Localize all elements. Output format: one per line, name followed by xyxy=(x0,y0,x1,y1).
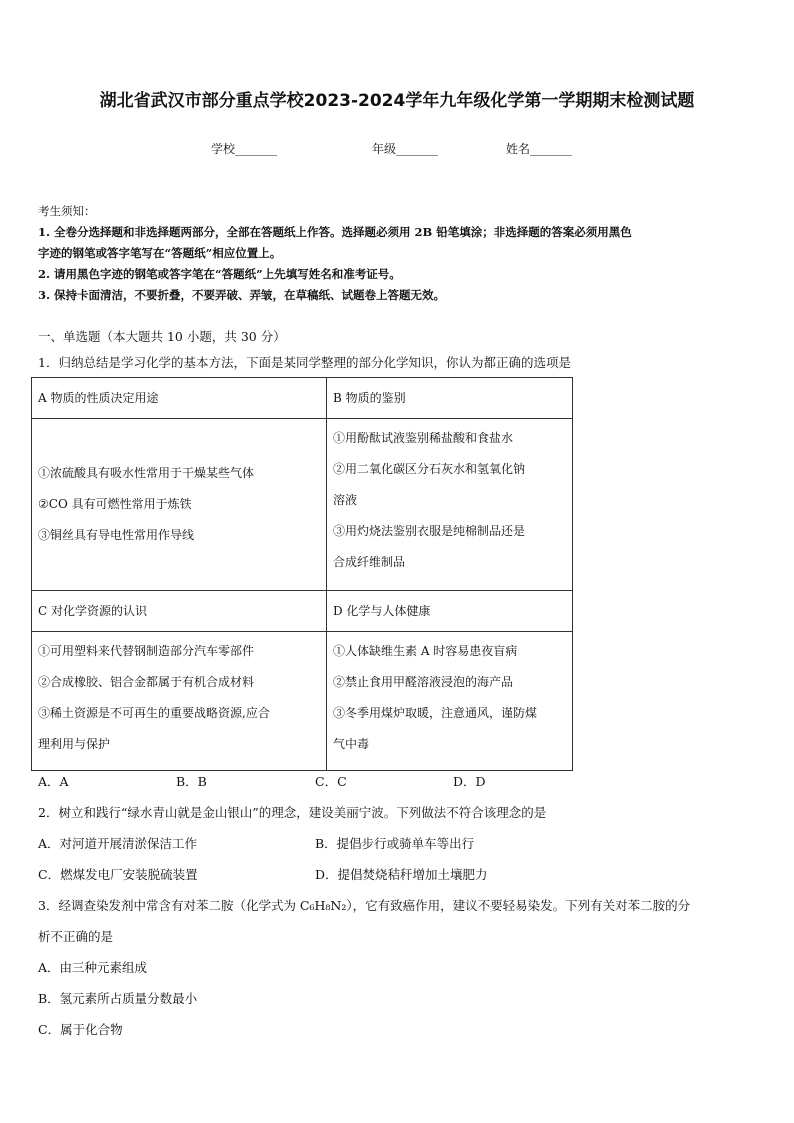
table-cell-b-line: 合成纤维制品 xyxy=(333,555,406,569)
table-cell-c-line: ①可用塑料来代替钢制造部分汽车零部件 xyxy=(38,644,255,658)
q1-option-a: A．A xyxy=(38,774,69,789)
q1-stem: 1．归纳总结是学习化学的基本方法，下面是某同学整理的部分化学知识，你认为都正确的选项是 xyxy=(38,355,571,370)
table-cell-b-line: ②用二氧化碳区分石灰水和氢氧化钠 xyxy=(333,462,526,476)
table-cell-a-line: ①浓硫酸具有吸水性常用于干燥某些气体 xyxy=(38,466,255,480)
q2-option-c: C．燃煤发电厂安装脱硫装置 xyxy=(38,867,198,882)
table-cell-b xyxy=(327,419,573,591)
q1-option-d: D．D xyxy=(453,774,486,789)
table-cell-a xyxy=(32,419,327,591)
q3-stem-line-1: 3．经调查染发剂中常含有对苯二胺（化学式为 C₆H₈N₂），它有致癌作用，建议不要轻易染发。下列有关对苯二胺的分 xyxy=(38,898,691,913)
table-head-a: A 物质的性质决定用途 xyxy=(32,378,327,419)
table-cell-d-line: 气中毒 xyxy=(333,737,370,751)
table-head-c: C 对化学资源的认识 xyxy=(32,591,327,632)
notice-item-1-line-1: 1. 全卷分选择题和非选择题两部分，全部在答题纸上作答。选择题必须用 2B 铅笔填涂；非选择题的答案必须用黑色 xyxy=(38,225,632,239)
table-cell-b-line: ③用灼烧法鉴别衣服是纯棉制品还是 xyxy=(333,524,526,538)
table-cell-c-line: ②合成橡胶、铝合金都属于有机合成材料 xyxy=(38,675,255,689)
page-title: 湖北省武汉市部分重点学校2023-2024学年九年级化学第一学期期末检测试题 xyxy=(99,91,695,111)
notice-item-2: 2. 请用黑色字迹的钢笔或答字笔在“答题纸”上先填写姓名和准考证号。 xyxy=(38,267,401,281)
table-head-b: B 物质的鉴别 xyxy=(327,378,573,419)
q1-option-c: C．C xyxy=(315,774,347,789)
q2-stem: 2．树立和践行“绿水青山就是金山银山”的理念，建设美丽宁波。下列做法不符合该理念的是 xyxy=(38,805,547,820)
table-cell-b-line: ①用酚酞试液鉴别稀盐酸和食盐水 xyxy=(333,431,514,445)
table-cell-d xyxy=(327,632,573,771)
table-cell-b-line: 溶液 xyxy=(333,493,358,507)
table-cell-c xyxy=(32,632,327,771)
table-cell-d-line: ②禁止食用甲醛溶液浸泡的海产品 xyxy=(333,675,514,689)
table-cell-d-line: ①人体缺维生素 A 时容易患夜盲病 xyxy=(333,644,518,658)
q3-option-a: A．由三种元素组成 xyxy=(38,960,148,975)
name-field: 姓名_______ xyxy=(506,142,573,156)
q3-option-b: B．氢元素所占质量分数最小 xyxy=(38,991,198,1006)
q2-option-b: B．提倡步行或骑单车等出行 xyxy=(315,836,475,851)
table-head-d: D 化学与人体健康 xyxy=(327,591,573,632)
table-cell-d-line: ③冬季用煤炉取暖，注意通风，谨防煤 xyxy=(333,706,538,720)
table-cell-a-line: ③铜丝具有导电性常用作导线 xyxy=(38,528,195,542)
table-cell-c-line: ③稀土资源是不可再生的重要战略资源,应合 xyxy=(38,706,270,720)
q2-option-d: D．提倡焚烧秸秆增加土壤肥力 xyxy=(315,867,488,882)
table-cell-a-line: ②CO 具有可燃性常用于炼铁 xyxy=(38,497,192,511)
notice-item-3: 3. 保持卡面清洁，不要折叠，不要弄破、弄皱，在草稿纸、试题卷上答题无效。 xyxy=(38,288,446,302)
q3-stem-line-2: 析不正确的是 xyxy=(38,929,114,944)
notice-item-1-line-2: 字迹的钢笔或答字笔写在“答题纸”相应位置上。 xyxy=(38,246,282,260)
school-field: 学校_______ xyxy=(211,142,278,156)
notice-heading: 考生须知： xyxy=(38,204,96,218)
q1-table xyxy=(31,377,573,771)
grade-field: 年级_______ xyxy=(372,142,439,156)
q3-option-c: C．属于化合物 xyxy=(38,1022,123,1037)
table-cell-c-line: 理利用与保护 xyxy=(38,737,111,751)
q1-option-b: B．B xyxy=(176,774,207,789)
section-heading: 一、单选题（本大题共 10 小题，共 30 分） xyxy=(38,329,286,344)
q2-option-a: A．对河道开展清淤保洁工作 xyxy=(38,836,198,851)
